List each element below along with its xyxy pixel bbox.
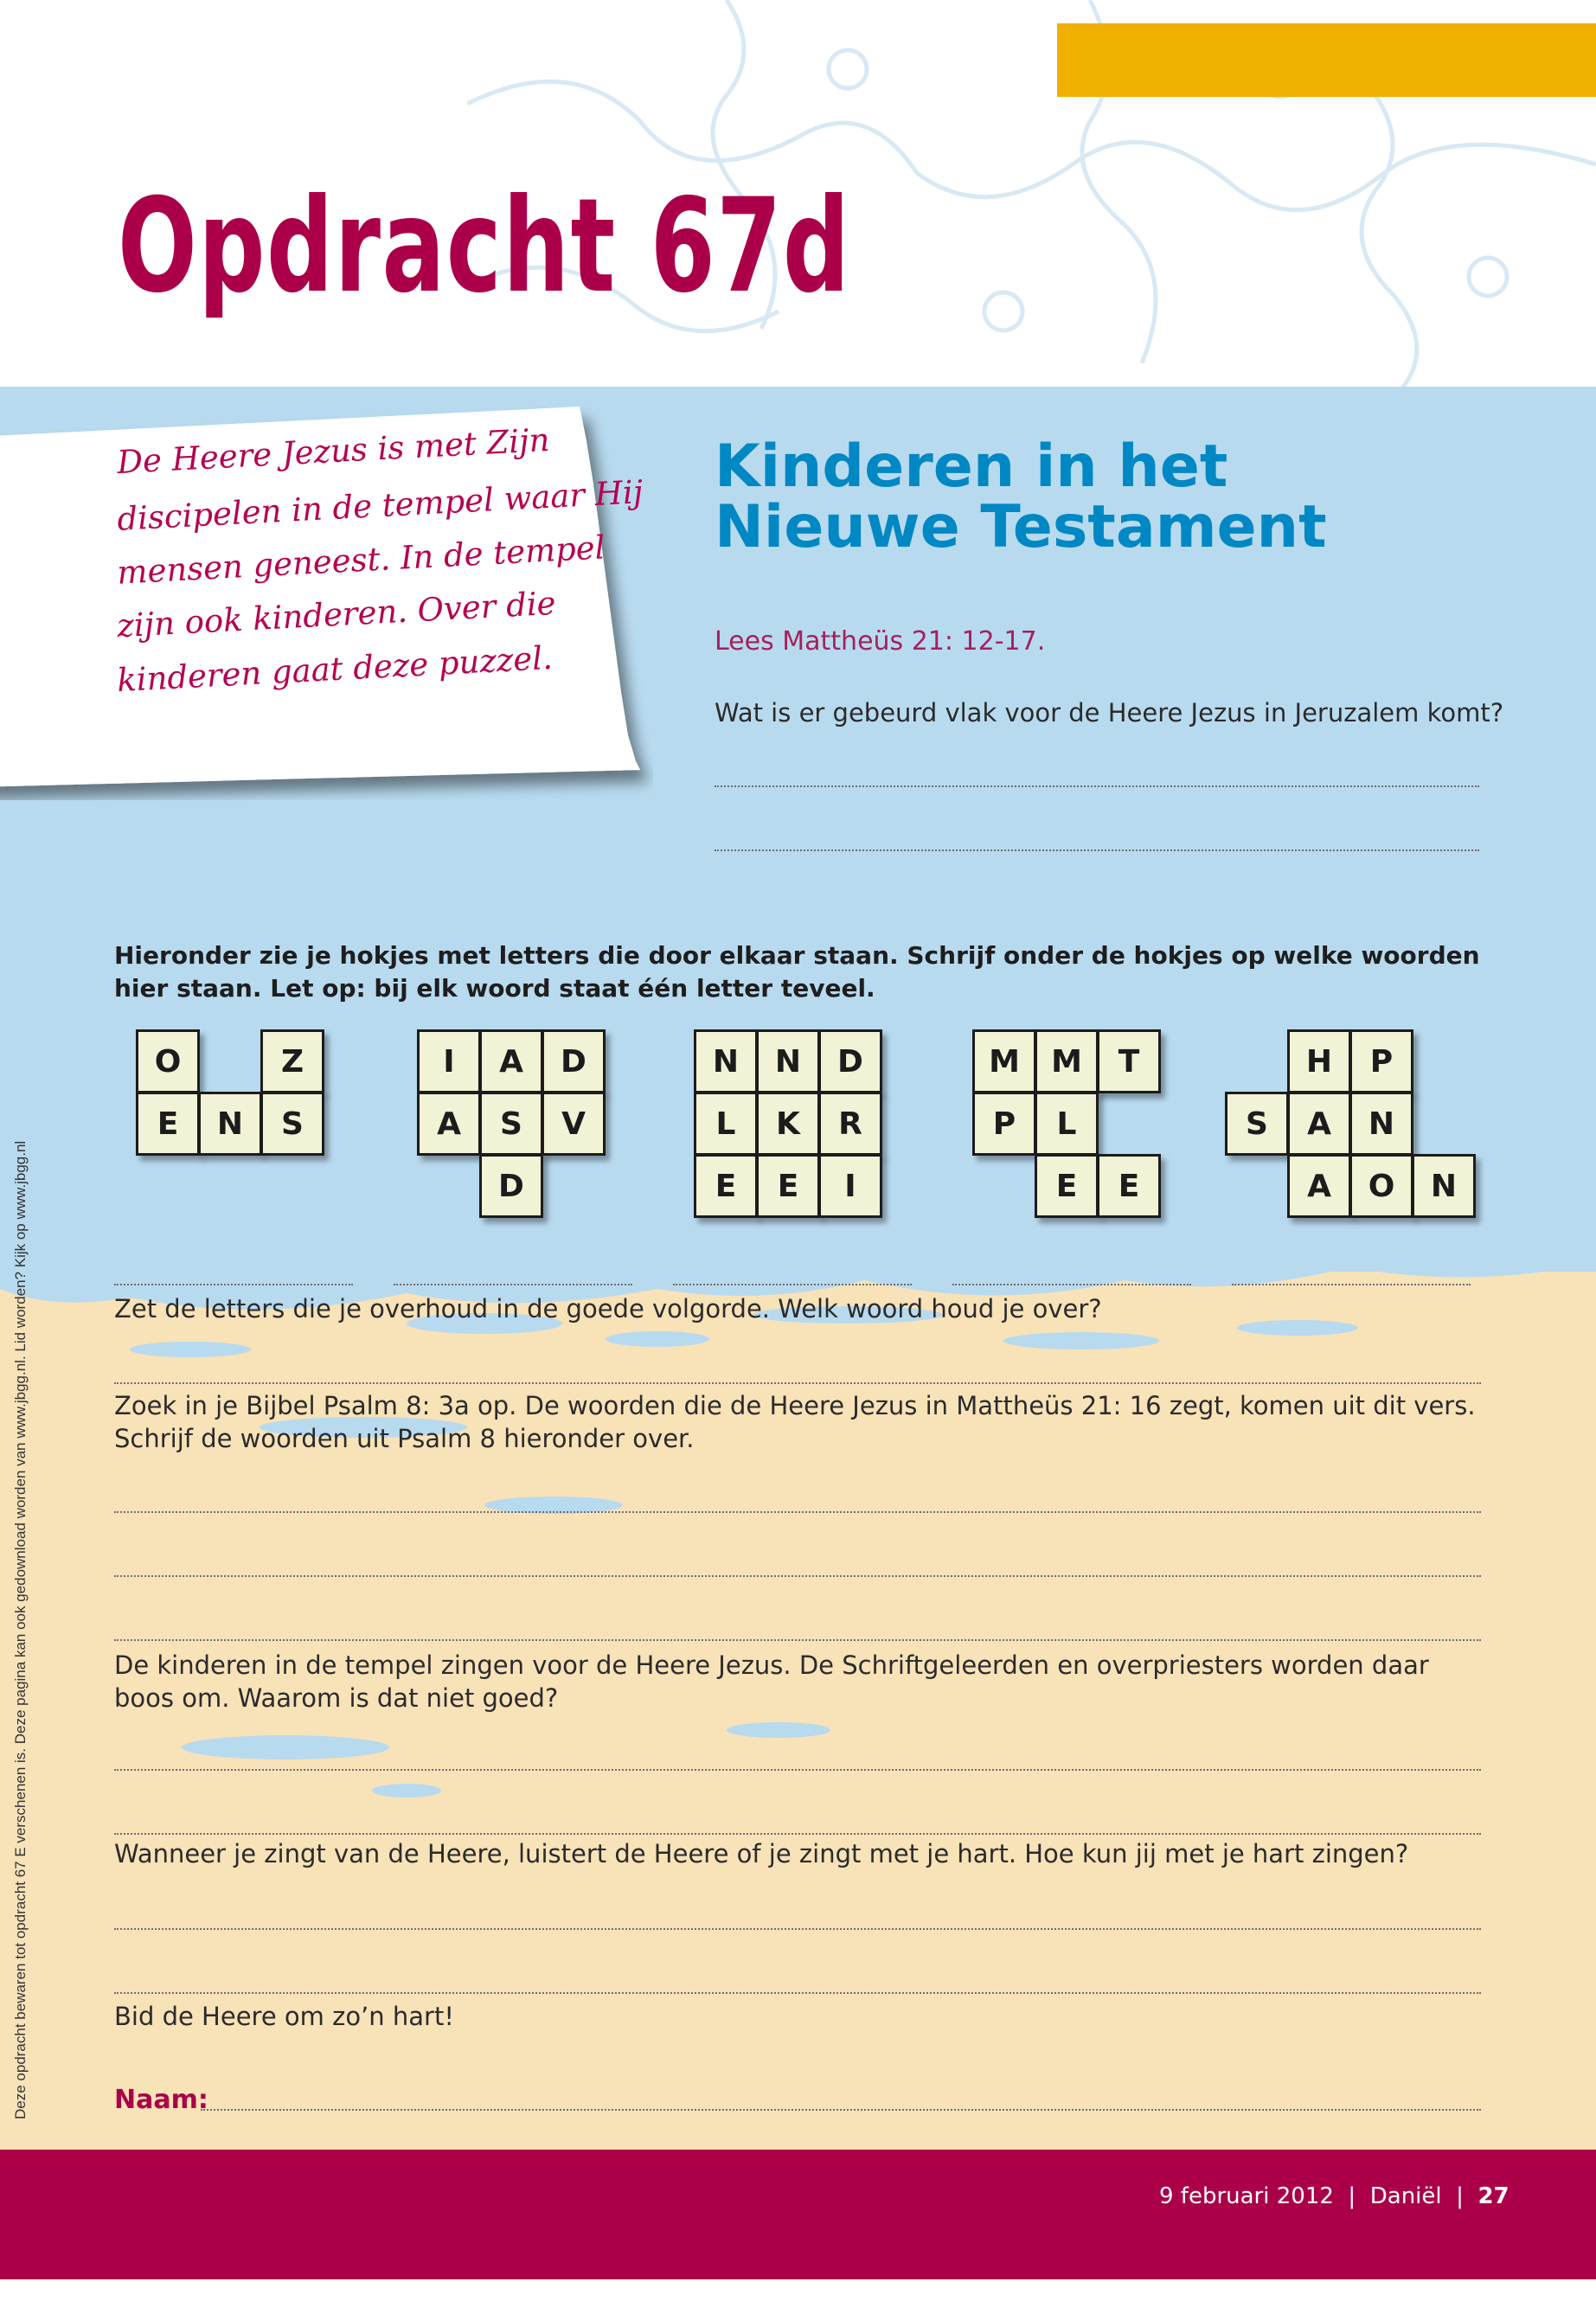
reading-reference: Lees Mattheüs 21: 12-17.	[715, 626, 1046, 657]
footer-separator: |	[1448, 2183, 1471, 2209]
letter-tile: N	[694, 1029, 758, 1093]
note-line: De Heere Jezus is met Zijn	[116, 420, 551, 482]
letter-tile: K	[756, 1092, 820, 1156]
letter-tile: O	[1349, 1154, 1413, 1218]
note-line: mensen geneest. In de tempel	[116, 529, 606, 592]
answer-line[interactable]	[715, 785, 1479, 787]
letter-tile: A	[1287, 1092, 1351, 1156]
puzzle-instruction: Hieronder zie je hokjes met letters die door elkaar staan. Schrijf onder de hokjes op welke woorden hier staan. Let op: bij elk woord staat één letter teveel.	[114, 941, 1480, 1003]
footer-book: Daniël	[1369, 2183, 1442, 2209]
assignment-title: Opdracht 67d	[118, 171, 851, 322]
answer-line[interactable]	[114, 1769, 1481, 1771]
closing-text: Bid de Heere om zo’n hart!	[114, 2002, 454, 2031]
letter-tile: S	[1225, 1092, 1289, 1156]
name-input-line[interactable]	[201, 2109, 1481, 2111]
question-4: De kinderen in de tempel zingen voor de Heere Jezus. De Schriftgeleerden en overpriesters worden daar boos om. Waarom is dat niet goed?	[114, 1650, 1429, 1713]
letter-tile: O	[136, 1029, 200, 1093]
letter-tile: S	[479, 1092, 543, 1156]
letter-tile: E	[136, 1092, 200, 1156]
letter-tile: N	[1412, 1154, 1476, 1218]
letter-tile: N	[198, 1092, 262, 1156]
letter-tile: E	[1097, 1154, 1161, 1218]
letter-tile: Z	[260, 1029, 324, 1093]
letter-tile: T	[1097, 1029, 1161, 1093]
letter-tile: M	[1035, 1029, 1099, 1093]
question-3: Zoek in je Bijbel Psalm 8: 3a op. De woorden die de Heere Jezus in Mattheüs 21: 16 zegt, komen uit dit vers. Schrijf de woorden uit Psalm 8 hieronder over.	[114, 1391, 1476, 1453]
letter-tile: M	[972, 1029, 1036, 1093]
letter-tile: E	[756, 1154, 820, 1218]
answer-line[interactable]	[114, 1511, 1481, 1513]
answer-line[interactable]	[114, 1639, 1481, 1641]
question-2: Zet de letters die je overhoud in de goede volgorde. Welk woord houd je over?	[114, 1294, 1102, 1324]
letter-tile: D	[479, 1154, 543, 1218]
footer-info	[1159, 2183, 1509, 2209]
question-5: Wanneer je zingt van de Heere, luistert de Heere of je zingt met je hart. Hoe kun jij met je hart zingen?	[114, 1839, 1409, 1868]
letter-tile: H	[1287, 1029, 1351, 1093]
answer-line[interactable]	[715, 849, 1479, 851]
note-line: zijn ook kinderen. Over die	[116, 584, 557, 645]
note-line: discipelen in de tempel waar Hij	[116, 473, 644, 538]
letter-tile: P	[972, 1092, 1036, 1156]
footer-separator: |	[1341, 2183, 1363, 2209]
question-1: Wat is er gebeurd vlak voor de Heere Jezus in Jeruzalem komt?	[715, 698, 1504, 727]
letter-tile: P	[1349, 1029, 1413, 1093]
answer-line[interactable]	[114, 1928, 1481, 1930]
letter-tile: E	[694, 1154, 758, 1218]
orange-header-bar	[1057, 23, 1596, 97]
letter-tile: S	[260, 1092, 324, 1156]
answer-line[interactable]	[114, 1382, 1481, 1384]
letter-tile: A	[1287, 1154, 1351, 1218]
heading-line: Nieuwe Testament	[715, 493, 1327, 561]
word-answer-line[interactable]	[394, 1284, 632, 1285]
letter-tile: R	[818, 1092, 882, 1156]
answer-line[interactable]	[114, 1992, 1481, 1994]
letter-tile: N	[1349, 1092, 1413, 1156]
letter-tile: V	[542, 1092, 606, 1156]
letter-tile: L	[1035, 1092, 1099, 1156]
letter-tile: L	[694, 1092, 758, 1156]
footer-date: 9 februari 2012	[1159, 2183, 1334, 2209]
side-note: Deze opdracht bewaren tot opdracht 67 E verschenen is. Deze pagina kan ook gedownload worden van www.jbgg.nl. Lid worden? Kijk op www.jbgg.nl	[12, 1140, 29, 2119]
note-line: kinderen gaat deze puzzel.	[116, 638, 554, 700]
letter-tile: I	[818, 1154, 882, 1218]
letter-tile: D	[818, 1029, 882, 1093]
word-answer-line[interactable]	[1232, 1284, 1471, 1285]
footer-band	[0, 2150, 1596, 2279]
letter-tile: A	[417, 1092, 481, 1156]
letter-tile: D	[542, 1029, 606, 1093]
word-answer-line[interactable]	[114, 1284, 353, 1285]
word-answer-line[interactable]	[952, 1284, 1191, 1285]
answer-line[interactable]	[114, 1833, 1481, 1835]
name-label: Naam:	[114, 2085, 208, 2115]
word-answer-line[interactable]	[673, 1284, 912, 1285]
section-heading	[715, 433, 1493, 561]
answer-line[interactable]	[114, 1575, 1481, 1577]
letter-tile: A	[479, 1029, 543, 1093]
heading-line: Kinderen in het	[715, 433, 1228, 501]
letter-tile: N	[756, 1029, 820, 1093]
letter-tile: I	[417, 1029, 481, 1093]
letter-tile: E	[1035, 1154, 1099, 1218]
page-number: 27	[1477, 2183, 1509, 2209]
